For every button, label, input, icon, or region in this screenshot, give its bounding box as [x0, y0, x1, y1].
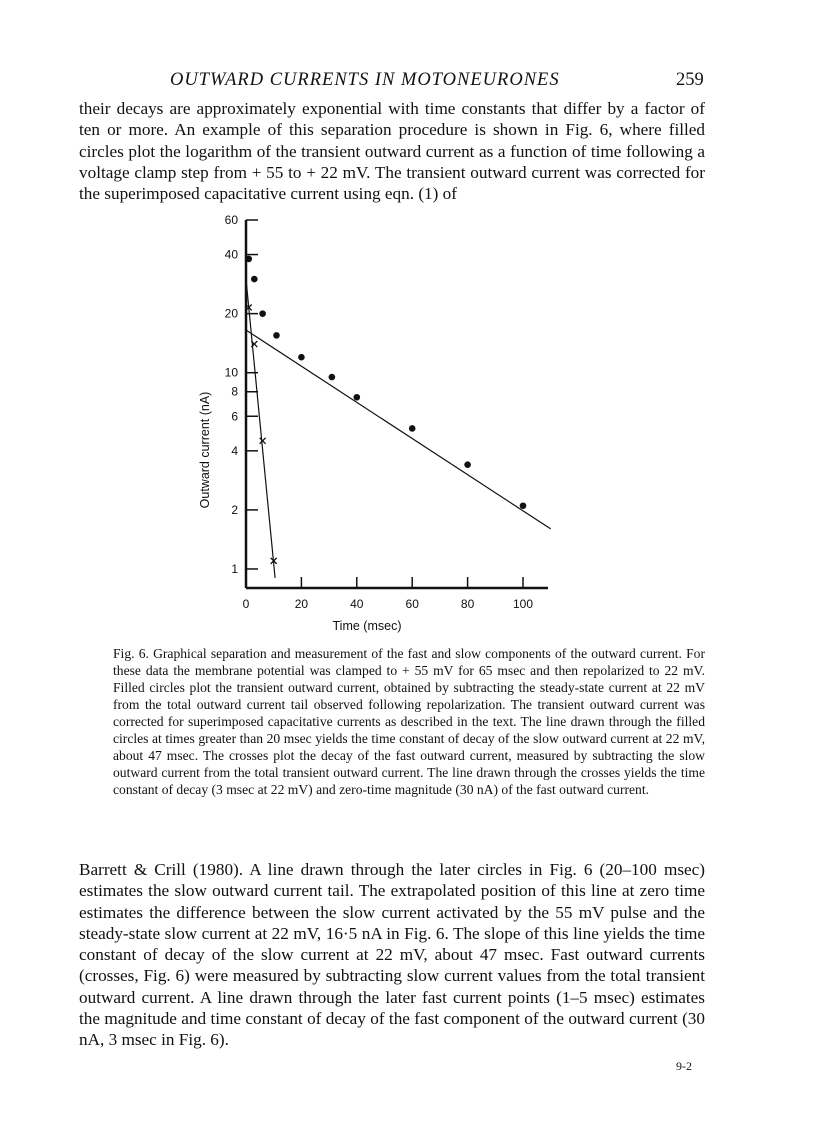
- axes: [246, 220, 548, 588]
- y-tick-label: 2: [231, 502, 238, 517]
- body-paragraph-bottom: Barrett & Crill (1980). A line drawn through the later circles in Fig. 6 (20–100 msec) estimates the slow outward current tail. The extrapolated position of this line at zero time estimates the difference between the slow current activated by the 55 mV pulse and the steady-state slow current at 22 mV, 16·5 nA in Fig. 6. The slope of this line yields the time constant of decay of the slow current at 22 mV, about 47 msec. Fast outward currents (crosses, Fig. 6) were measured by subtracting slow current values from the total transient outward current. A line drawn through the later fast current points (1–5 msec) estimates the magnitude and time constant of decay of the fast component of the outward current (30 nA, 3 msec in Fig. 6).: [79, 860, 705, 1050]
- x-tick-label: 20: [294, 597, 309, 611]
- running-title: OUTWARD CURRENTS IN MOTONEURONES: [170, 70, 560, 90]
- x-tick-label: 0: [242, 597, 250, 611]
- filled-circle-point: [354, 394, 361, 401]
- cross-point: [260, 438, 266, 444]
- filled-circle-point: [245, 256, 252, 263]
- fast-fit-line: [246, 279, 275, 578]
- x-tick-label: 40: [350, 597, 364, 611]
- filled-circle-point: [251, 276, 258, 283]
- y-tick-label: 8: [231, 384, 238, 399]
- ticks: [225, 213, 534, 611]
- filled-circle-point: [298, 354, 305, 361]
- figure-6: [190, 210, 570, 640]
- x-tick-label: 60: [405, 597, 419, 611]
- y-tick-label: 20: [224, 306, 238, 321]
- filled-circle-point: [329, 374, 336, 381]
- x-tick-label: 100: [512, 597, 534, 611]
- figure-6-chart: [190, 210, 570, 640]
- filled-circle-point: [409, 425, 416, 432]
- data-marks: [245, 256, 526, 564]
- y-tick-label: 10: [224, 365, 238, 380]
- y-tick-label: 4: [231, 443, 238, 458]
- filled-circle-point: [520, 502, 527, 509]
- figure-caption: Fig. 6. Graphical separation and measurement of the fast and slow components of the outward current. For these data the membrane potential was clamped to + 55 mV for 65 msec and then repolarized to 22 mV. Filled circles plot the transient outward current, obtained by subtracting the steady-state current at 22 mV from the total outward current tail observed following repolarization. The transient outward current was corrected for superimposed capacitative currents as described in the text. The line drawn through the filled circles at times greater than 20 msec yields the time constant of decay of the slow outward current at 22 mV, about 47 msec. The crosses plot the decay of the fast outward current, measured by subtracting the slow outward current from the total transient outward current. The line drawn through the crosses yields the time constant of decay (3 msec at 22 mV) and zero-time magnitude (30 nA) of the fast outward current.: [113, 646, 705, 797]
- y-tick-label: 6: [231, 409, 238, 424]
- filled-circle-point: [273, 332, 280, 339]
- y-tick-label: 1: [231, 561, 238, 576]
- y-tick-label: 40: [224, 247, 238, 262]
- slow-fit-line: [246, 330, 551, 529]
- fit-lines: [246, 279, 551, 578]
- filled-circle-point: [464, 461, 471, 468]
- body-paragraph-top: their decays are approximately exponential with time constants that differ by a factor of ten or more. An example of this separation procedure is shown in Fig. 6, where filled circles plot the logarithm of the transient outward current as a function of time following a voltage clamp step from + 55 to + 22 mV. The transient outward current was corrected for the superimposed capacitative current using eqn. (1) of: [79, 99, 705, 204]
- x-tick-label: 80: [460, 597, 475, 611]
- y-axis-label: Outward current (nA): [198, 391, 212, 509]
- y-tick-label: 60: [224, 213, 238, 227]
- filled-circle-point: [259, 310, 266, 317]
- page-signature: 9-2: [676, 1059, 692, 1073]
- x-axis-label: Time (msec): [332, 619, 402, 633]
- running-head: [0, 70, 816, 94]
- page-number: 259: [676, 70, 704, 90]
